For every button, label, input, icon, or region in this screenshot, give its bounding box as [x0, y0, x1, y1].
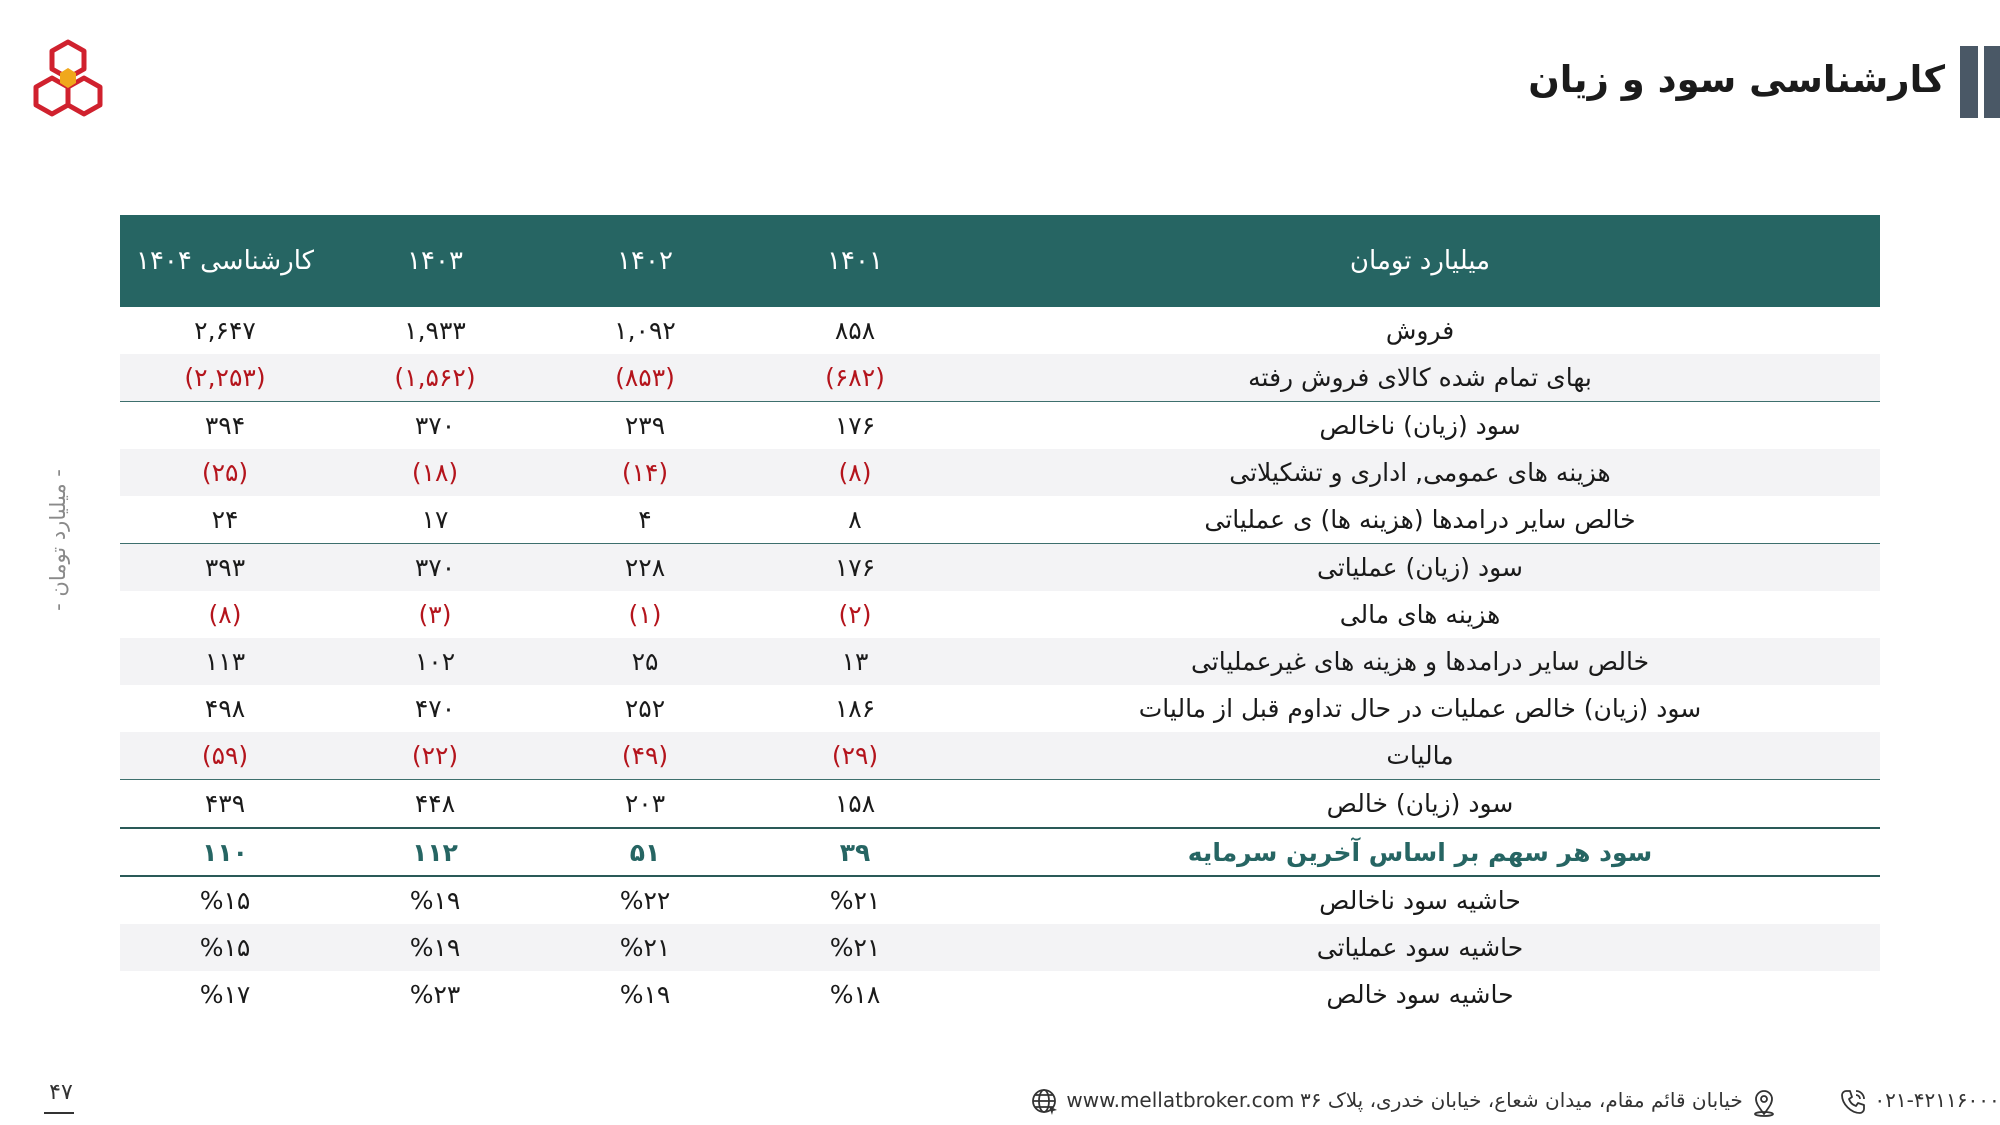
table-row [120, 971, 1880, 1018]
table-cell: (۱) [628, 600, 662, 629]
table-cell: (۸) [750, 449, 960, 496]
table-row [120, 876, 1880, 924]
table-cell: ۲۵۲ [624, 694, 666, 723]
table-cell: (۲۵) [120, 449, 330, 496]
table-row [120, 591, 1880, 638]
table-row [120, 685, 1880, 732]
table-cell: %۱۹ [330, 924, 540, 971]
column-header-1403: ۱۴۰۳ [330, 215, 540, 307]
table-cell: ۴ [638, 505, 652, 534]
footer-address [1300, 1083, 1779, 1117]
table-cell: ۴۳۹ [120, 780, 330, 829]
table-cell: (۸) [208, 600, 242, 629]
table-cell: (۸۵۳) [540, 354, 750, 402]
table-cell: ۱۳ [750, 638, 960, 685]
row-label: سود (زیان) خالص عملیات در حال تداوم قبل از مالیات [1138, 694, 1702, 723]
row-label: سود (زیان) ناخالص [960, 402, 1880, 450]
row-label: مالیات [960, 732, 1880, 780]
table-cell: %۲۲ [619, 886, 671, 915]
table-cell: ۱,۹۳۳ [404, 316, 466, 345]
table-cell: %۲۱ [829, 886, 881, 915]
table-cell: %۱۵ [120, 924, 330, 971]
table-cell: %۲۱ [540, 924, 750, 971]
table-cell: ۲۳۹ [540, 402, 750, 450]
table-row [120, 402, 1880, 450]
table-cell: ۳۷۰ [330, 402, 540, 450]
table-cell: ۱,۰۹۲ [614, 316, 676, 345]
table-cell: (۵۹) [120, 732, 330, 780]
table-cell: ۱۱۳ [120, 638, 330, 685]
table-cell: %۱۵ [199, 886, 251, 915]
table-cell: ۱۸۶ [834, 694, 876, 723]
table-cell: ۱۵۸ [750, 780, 960, 829]
table-row [120, 496, 1880, 544]
address-text: خیابان قائم مقام، میدان شعاع، خیابان خدری، پلاک ۳۶ [1300, 1088, 1743, 1112]
table-header-row [120, 215, 1880, 307]
table-cell: ۱۰۲ [330, 638, 540, 685]
table-cell: (۲,۲۵۳) [120, 354, 330, 402]
table-cell: (۱۸) [330, 449, 540, 496]
table-cell: ۴۴۸ [330, 780, 540, 829]
table-row [120, 732, 1880, 780]
row-label: حاشیه سود عملیاتی [960, 924, 1880, 971]
row-label: خالص سایر درامدها و هزینه های غیرعملیاتی [960, 638, 1880, 685]
page-title: کارشناسی سود و زیان [1528, 58, 1945, 101]
table-cell: ۱۷ [421, 505, 449, 534]
income-statement-table [120, 215, 1880, 1018]
page-number-underline [44, 1112, 74, 1114]
row-label: حاشیه سود ناخالص [1319, 886, 1521, 915]
row-label: خالص سایر درامدها (هزینه ها) ی عملیاتی [1204, 505, 1636, 534]
table-row [120, 638, 1880, 685]
table-cell: (۱,۵۶۲) [330, 354, 540, 402]
table-cell: (۲۹) [750, 732, 960, 780]
row-label: حاشیه سود خالص [1326, 980, 1514, 1009]
row-label: هزینه های عمومی, اداری و تشکیلاتی [960, 449, 1880, 496]
table-cell: ۱۱۰ [120, 828, 330, 876]
table-cell: %۱۸ [829, 980, 881, 1009]
table-cell: ۵۱ [540, 828, 750, 876]
table-cell: ۲۰۳ [540, 780, 750, 829]
row-label: سود (زیان) عملیاتی [960, 544, 1880, 592]
row-label: سود هر سهم بر اساس آخرین سرمایه [960, 828, 1880, 876]
location-pin-icon [1749, 1087, 1779, 1117]
table-row [120, 780, 1880, 829]
row-label: فروش [1385, 316, 1455, 345]
table-cell: ۸۵۸ [834, 316, 876, 345]
table-cell: ۲۲۸ [540, 544, 750, 592]
table-cell: ۳۹۳ [120, 544, 330, 592]
globe-icon [1030, 1087, 1060, 1117]
table-cell: ۳۹ [750, 828, 960, 876]
table-cell: ۲۴ [211, 505, 239, 534]
table-cell: ۳۷۰ [330, 544, 540, 592]
table-cell: %۱۷ [199, 980, 251, 1009]
website-link[interactable]: www.mellatbroker.com [1066, 1088, 1295, 1112]
phone-number: ۰۲۱-۴۲۱۱۶۰۰۰ [1874, 1088, 2000, 1112]
company-logo [32, 38, 104, 120]
column-header-label: میلیارد تومان [960, 215, 1880, 307]
eps-row [120, 828, 1880, 876]
unit-side-label: - میلیارد تومان - [46, 469, 70, 611]
table-cell: %۱۹ [409, 886, 461, 915]
row-label: هزینه های مالی [1339, 600, 1501, 629]
row-label: بهای تمام شده کالای فروش رفته [960, 354, 1880, 402]
column-header-1402: ۱۴۰۲ [540, 215, 750, 307]
table-cell: ۲,۶۴۷ [194, 316, 256, 345]
row-label: سود (زیان) خالص [960, 780, 1880, 829]
table-cell: ۳۹۴ [120, 402, 330, 450]
page-number: ۴۷ [49, 1080, 73, 1105]
table-cell: ۱۷۶ [750, 402, 960, 450]
column-header-1401: ۱۴۰۱ [750, 215, 960, 307]
footer-phone [1838, 1083, 2000, 1117]
phone-icon [1838, 1087, 1868, 1117]
table-cell: %۲۱ [750, 924, 960, 971]
table-cell: ۲۵ [540, 638, 750, 685]
title-accent-bar [1960, 46, 1978, 118]
table-cell: ۱۱۲ [330, 828, 540, 876]
table-cell: (۳) [418, 600, 452, 629]
table-cell: ۸ [848, 505, 862, 534]
table-cell: %۱۹ [619, 980, 671, 1009]
table-cell: (۱۴) [540, 449, 750, 496]
table-cell: %۲۳ [409, 980, 461, 1009]
table-row [120, 924, 1880, 971]
footer-website[interactable] [1030, 1083, 1294, 1117]
table-row [120, 449, 1880, 496]
table-cell: (۶۸۲) [750, 354, 960, 402]
table-cell: (۲۲) [330, 732, 540, 780]
title-accent-bar [1984, 46, 2000, 118]
table-cell: ۱۷۶ [750, 544, 960, 592]
table-row [120, 307, 1880, 354]
column-header-1404: کارشناسی ۱۴۰۴ [120, 215, 330, 307]
table-cell: ۴۷۰ [414, 694, 456, 723]
table-cell: (۲) [838, 600, 872, 629]
table-row [120, 354, 1880, 402]
table-cell: ۴۹۸ [204, 694, 246, 723]
table-row [120, 544, 1880, 592]
table-cell: (۴۹) [540, 732, 750, 780]
